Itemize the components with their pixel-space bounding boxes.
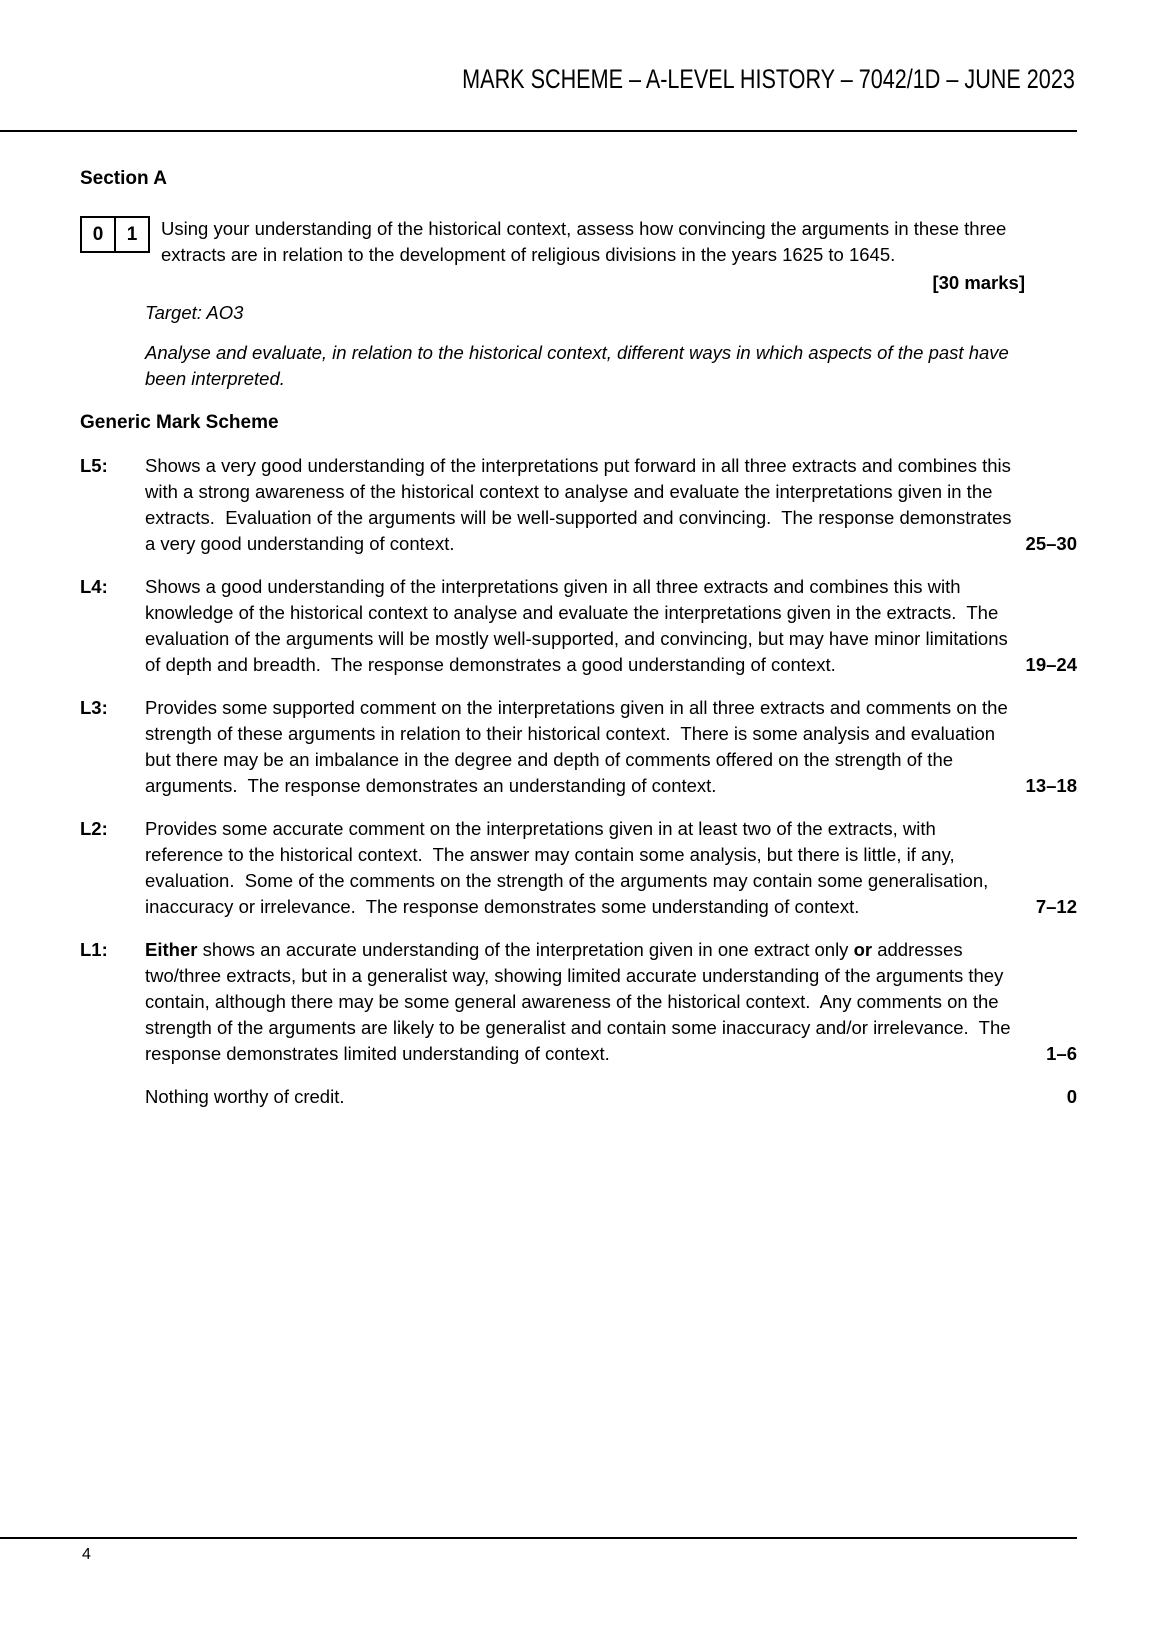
footer-rule [0,1537,1077,1539]
level-marks: 19–24 [1025,654,1077,675]
page-number: 4 [82,1546,91,1563]
level-marks: 1–6 [1046,1043,1077,1064]
no-credit-marks: 0 [1066,1086,1077,1107]
level-label: L4: [80,576,108,597]
level-label: L2: [80,818,108,839]
question-marks: [30 marks] [932,272,1025,293]
level-descriptor: Provides some supported comment on the interpretations given in all three extracts and comments on the strength of these arguments in relation to their historical context. There is some analysis and evaluation but there may be an imbalance in the degree and depth of comments offered on the strength of the arguments. The response demonstrates an understanding of context. [145,697,1013,796]
level-descriptor: Shows a very good understanding of the interpretations put forward in all three extracts and combines this with a strong awareness of the historical context to analyse and evaluate the interpretations given in the extracts. Evaluation of the arguments will be well-supported and convincing. The response demonstrates a very good understanding of context. [145,455,1017,554]
question-number-cell-1: 0 [80,216,116,253]
no-credit-row [80,1084,1077,1110]
question-number-cell-2: 1 [116,216,150,253]
level-label: L1: [80,939,108,960]
level-descriptor: Provides some accurate comment on the interpretations given in at least two of the extracts, with reference to the historical context. The answer may contain some analysis, but there is little, if any, evaluation. Some of the comments on the strength of the arguments may contain some generalisation, inaccuracy or irrelevance. The response demonstrates some understanding of context. [145,818,994,917]
level-row-l1 [80,937,1077,1067]
no-credit-text: Nothing worthy of credit. [145,1086,345,1107]
header-rule [0,130,1077,132]
question-text: Using your understanding of the historical context, assess how convincing the arguments in these three extracts are in relation to the development of religious divisions in the years 1625 to 1645. [161,218,1012,265]
level-label: L3: [80,697,108,718]
level-row-l5 [80,453,1077,557]
page-header-title: MARK SCHEME – A-LEVEL HISTORY – 7042/1D – JUNE 2023 [462,64,1075,94]
level-marks: 7–12 [1035,896,1077,917]
page-content [80,166,1077,1110]
question-objective: Analyse and evaluate, in relation to the historical context, different ways in which aspects of the past have been interpreted. [145,342,1014,389]
section-title: Section A [80,168,167,189]
question-number-box [80,216,150,253]
level-label: L5: [80,455,108,476]
question-row [80,216,1077,268]
question-target: Target: AO3 [145,302,244,323]
level-marks: 25–30 [1025,533,1077,554]
level-descriptor: Either shows an accurate understanding of the interpretation given in one extract only or addresses two/three extracts, but in a generalist way, showing limited accurate understanding of the arguments they contain, although there may be some general awareness of the historical context. Any comments on the strength of the arguments are likely to be generalist and contain some inaccuracy and/or irrelevance. The response demonstrates limited understanding of context. [145,939,1016,1064]
level-marks: 13–18 [1025,775,1077,796]
level-descriptor: Shows a good understanding of the interpretations given in all three extracts and combines this with knowledge of the historical context to analyse and evaluate the interpretations given in the extracts. The evaluation of the arguments will be mostly well-supported, and convincing, but may have minor limitations of depth and breadth. The response demonstrates a good understanding of context. [145,576,1013,675]
level-row-l3 [80,695,1077,799]
level-row-l2 [80,816,1077,920]
generic-mark-scheme-title: Generic Mark Scheme [80,412,279,433]
level-row-l4 [80,574,1077,678]
